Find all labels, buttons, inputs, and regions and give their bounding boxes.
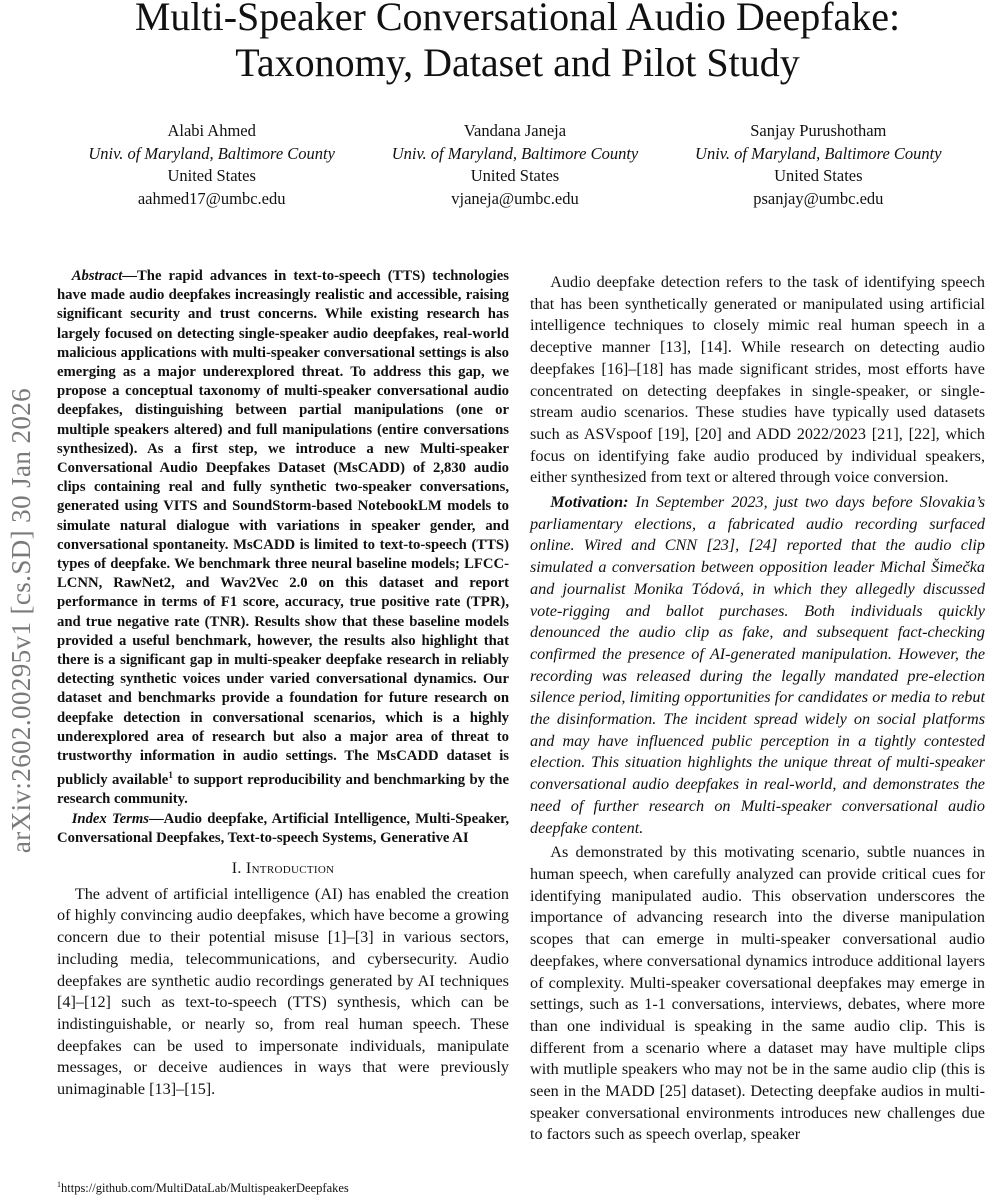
right-column	[530, 272, 985, 1146]
footnote-url[interactable]: https://github.com/MultiDataLab/MultispeakerDeepfakes	[61, 1181, 349, 1196]
abstract-label: Abstract	[71, 268, 123, 284]
author-country: United States	[167, 166, 256, 185]
footnote	[57, 1180, 349, 1196]
section-heading-introduction	[57, 858, 509, 880]
footnote-mark: 1	[57, 1180, 61, 1189]
motivation-text: In September 2023, just two days before Slovakia’s parliamentary elections, a fabricated audio recording surfaced online. Wired and CNN [23], [24] reported that the audio clip simulated a conversation between opposition leader Michal Šimečka and journalist Monika Tódová, in which they allegedly discussed vote-rigging and ballot purchases. Both individuals quickly denounced the audio clip as fake, and subsequent fact-checking confirmed the presence of AI-generated manipulation. However, the recording was released during the legally mandated pre-election silence period, limiting opportunities for candidates or media to rebut the disinformation. The incident spread widely on social platforms and may have influenced public perception in a tightly contested election. This situation highlights the unique threat of multi-speaker conversational audio deepfakes in real-world, and demonstrates the need of further research on Multi-speaker conversational audio deepfake content.	[530, 493, 985, 837]
intro-paragraph: The advent of artificial intelligence (AI) has enabled the creation of highly convincing audio deepfakes, which have become a growing concern due to their potential misuse [1]–[3] in various sectors, including media, telecommunications, and cybersecurity. Audio deepfakes are synthetic audio recordings generated by AI techniques [4]–[12] such as text-to-speech (TTS) synthesis, which can be indistinguishable, or nearly so, from real human speech. These deepfakes can be used to impersonate individuals, manipulate messages, or deceive audiences in ways that were previously unimaginable [13]–[15].	[57, 884, 509, 1099]
arxiv-watermark	[2, 290, 42, 950]
author-name: Vandana Janeja	[463, 121, 567, 140]
section-numeral: I.	[231, 859, 246, 877]
author-3	[667, 120, 970, 210]
footnote-ref: 1	[168, 770, 173, 781]
left-column	[57, 267, 509, 1101]
author-affiliation: Univ. of Maryland, Baltimore County	[695, 143, 942, 163]
motivation-paragraph	[530, 492, 985, 839]
author-country: United States	[470, 166, 560, 185]
author-email: aahmed17@umbc.edu	[137, 188, 286, 208]
author-block	[60, 120, 970, 210]
paper-title	[50, 0, 985, 86]
abstract-text-2: to support reproducibility and benchmarking by the research community.	[57, 772, 509, 808]
author-name: Alabi Ahmed	[167, 121, 256, 140]
title-line-2: Taxonomy, Dataset and Pilot Study	[235, 40, 800, 85]
author-affiliation: Univ. of Maryland, Baltimore County	[391, 143, 639, 163]
arxiv-id: arXiv:2602.00295v1 [cs.SD] 30 Jan 2026	[6, 387, 37, 853]
title-line-1: Multi-Speaker Conversational Audio Deepfake:	[134, 0, 901, 39]
author-name: Sanjay Purushotham	[750, 121, 887, 140]
scenario-paragraph: As demonstrated by this motivating scenario, subtle nuances in human speech, when carefully analyzed can provide critical cues for identifying manipulated audio. This observation underscores the importance of advancing research into the diverse manipulation scopes that can emerge in multi-speaker conversational audio deepfakes, where conversational dynamics introduce additional layers of complexity. Multi-speaker coversational deepfakes may emerge in settings, such as 1-1 conversations, interviews, debates, where more than one individual is speaking in the same audio clip. This is different from a scenario where a dataset may have multiple clips with mutliple speakers who may not be in the same audio clip (this is seen in the MADD [25] dataset). Detecting deepfake audios in multi-speaker conversational environments introduces new challenges due to factors such as speech overlap, speaker	[530, 843, 985, 1144]
author-2	[363, 120, 666, 210]
abstract-text-1: —The rapid advances in text-to-speech (TTS) technologies have made audio deepfakes increasingly realistic and accessible, raising significant security and trust concerns. While existing research has largely focused on detecting single-speaker audio deepfakes, real-world malicious applications with multi-speaker conversational settings is also emerging as a major underexplored threat. To address this gap, we propose a conceptual taxonomy of multi-speaker conversational audio deepfakes, distinguishing between partial manipulations (one or multiple speakers altered) and full manipulations (entire conversations synthesized). As a first step, we introduce a new Multi-speaker Conversational Audio Deepfakes Dataset (MsCADD) of 2,830 audio clips containing real and fully synthetic two-speaker conversations, generated using VITS and SoundStorm-based NotebookLM models to simulate natural dialogue with variations in speaker gender, and conversational spontaneity. MsCADD is limited to text-to-speech (TTS) types of deepfake. We benchmark three neural baseline models; LFCC-LCNN, RawNet2, and Wav2Vec 2.0 on this dataset and report performance in terms of F1 score, accuracy, true positive rate (TPR), and true negative rate (TNR). Results show that these baseline models provided a useful benchmark, however, the results also highlight that there is a significant gap in multi-speaker deepfake research in reliably detecting synthetic voices under varied conversational dynamics. Our dataset and benchmarks provide a foundation for future research on deepfake detection in conversational scenarios, which is a highly underexplored area of research but also a major area of threat to trustworthy information in audio settings. The MsCADD dataset is publicly available	[57, 268, 509, 789]
section-first-letter: I	[245, 859, 252, 877]
detection-paragraph: Audio deepfake detection refers to the task of identifying speech that has been synthetically generated or manipulated using artificial intelligence techniques to closely mimic real human speech in a deceptive manner [13], [14]. While research on detecting audio deepfakes [16]–[18] has made significant strides, most efforts have concentrated on detecting deepfakes in single-speaker, or single-stream audio scenarios. These studies have typically used datasets such as ASVspoof [19], [20] and ADD 2022/2023 [21], [22], which focus on identifying fake audio produced by individual speakers, either synthesized from text or altered through voice conversion.	[530, 273, 985, 487]
index-terms-label: Index Terms	[71, 810, 149, 827]
author-affiliation: Univ. of Maryland, Baltimore County	[88, 143, 335, 163]
author-email: vjaneja@umbc.edu	[451, 188, 579, 208]
author-email: psanjay@umbc.edu	[753, 188, 884, 208]
index-terms-text: —Audio deepfake, Artificial Intelligence, Multi-Speaker, Conversational Deepfakes, Text-to-speech Systems, Generative AI	[57, 810, 509, 846]
abstract	[57, 267, 509, 810]
author-1	[60, 120, 363, 210]
section-title-rest: ntroduction	[251, 859, 335, 877]
author-country: United States	[774, 166, 863, 185]
motivation-label: Motivation:	[550, 493, 629, 512]
index-terms	[57, 810, 509, 848]
